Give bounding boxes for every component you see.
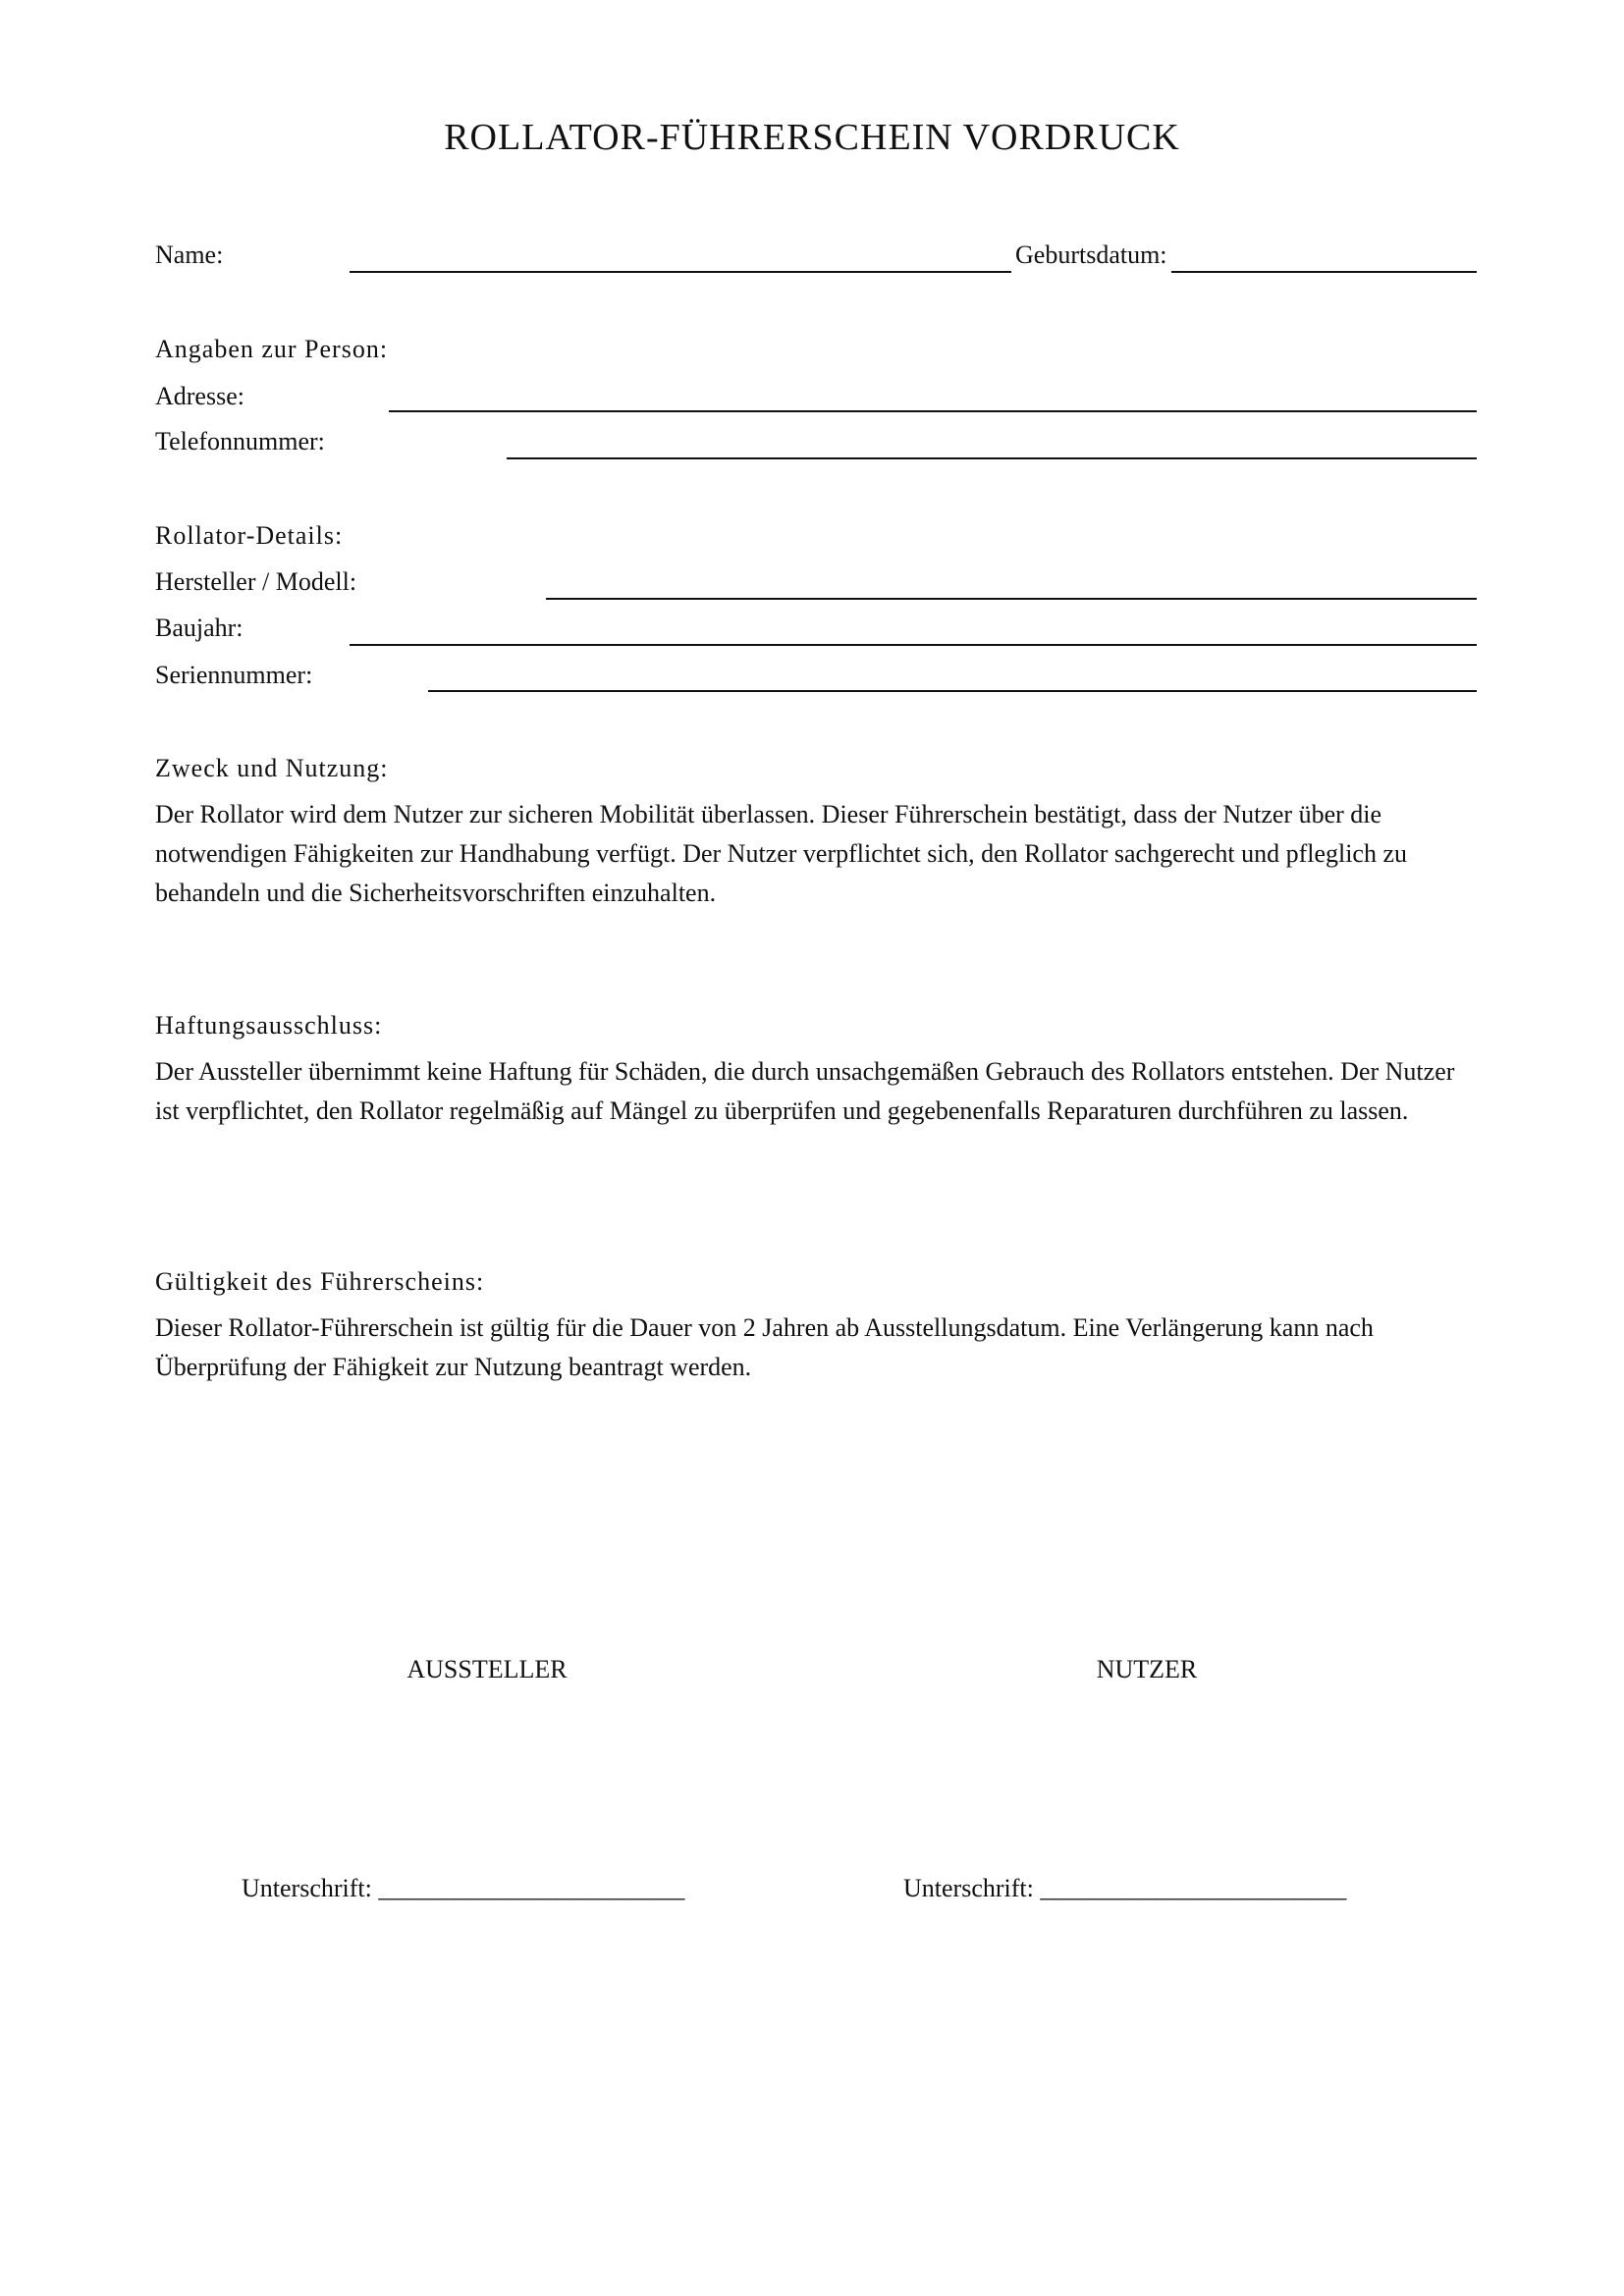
name-line[interactable] [350, 271, 1477, 273]
serial-line[interactable] [428, 690, 1477, 692]
user-label: NUTZER [1096, 1655, 1198, 1683]
liability-heading: Haftungsausschluss: [155, 1011, 383, 1040]
issuer-signature-field[interactable]: Unterschrift: ________________________ [242, 1874, 685, 1902]
phone-line[interactable] [507, 457, 1477, 459]
manufacturer-label: Hersteller / Modell: [155, 567, 357, 596]
name-label: Name: [155, 240, 224, 269]
manufacturer-line[interactable] [546, 598, 1477, 600]
address-label: Adresse: [155, 382, 244, 410]
purpose-heading: Zweck und Nutzung: [155, 754, 389, 782]
document-title: ROLLATOR-FÜHRERSCHEIN VORDRUCK [444, 117, 1180, 158]
year-label: Baujahr: [155, 614, 244, 642]
issuer-label: AUSSTELLER [406, 1655, 568, 1683]
validity-heading: Gültigkeit des Führerscheins: [155, 1267, 485, 1296]
address-line[interactable] [389, 410, 1477, 412]
year-line[interactable] [350, 644, 1477, 646]
personal-heading: Angaben zur Person: [155, 335, 389, 363]
liability-text: Der Aussteller übernimmt keine Haftung für Schäden, die durch unsachgemäßen Gebrauch des Rollators entstehen. Der Nutzer ist verpflichtet, den Rollator regelmäßig auf Mängel zu überprüfen und gegebenenfalls Reparaturen durchführen zu lassen. [155, 1057, 1455, 1125]
rollator-heading: Rollator-Details: [155, 521, 344, 550]
user-signature-field[interactable]: Unterschrift: ________________________ [903, 1874, 1347, 1902]
serial-label: Seriennummer: [155, 661, 313, 689]
phone-label: Telefonnummer: [155, 427, 325, 455]
birthdate-label: Geburtsdatum: [1011, 240, 1171, 275]
validity-text: Dieser Rollator-Führerschein ist gültig für die Dauer von 2 Jahren ab Ausstellungsdatum. Eine Verlängerung kann nach Überprüfung der Fähigkeit zur Nutzung beantragt werden. [155, 1313, 1374, 1381]
purpose-text: Der Rollator wird dem Nutzer zur sicheren Mobilität überlassen. Dieser Führerschein bestätigt, dass der Nutzer über die notwendigen Fähigkeiten zur Handhabung verfügt. Der Nutzer verpflichtet sich, den Rollator sachgerecht und pfleglich zu behandeln und die Sicherheitsvorschriften einzuhalten. [155, 800, 1408, 907]
